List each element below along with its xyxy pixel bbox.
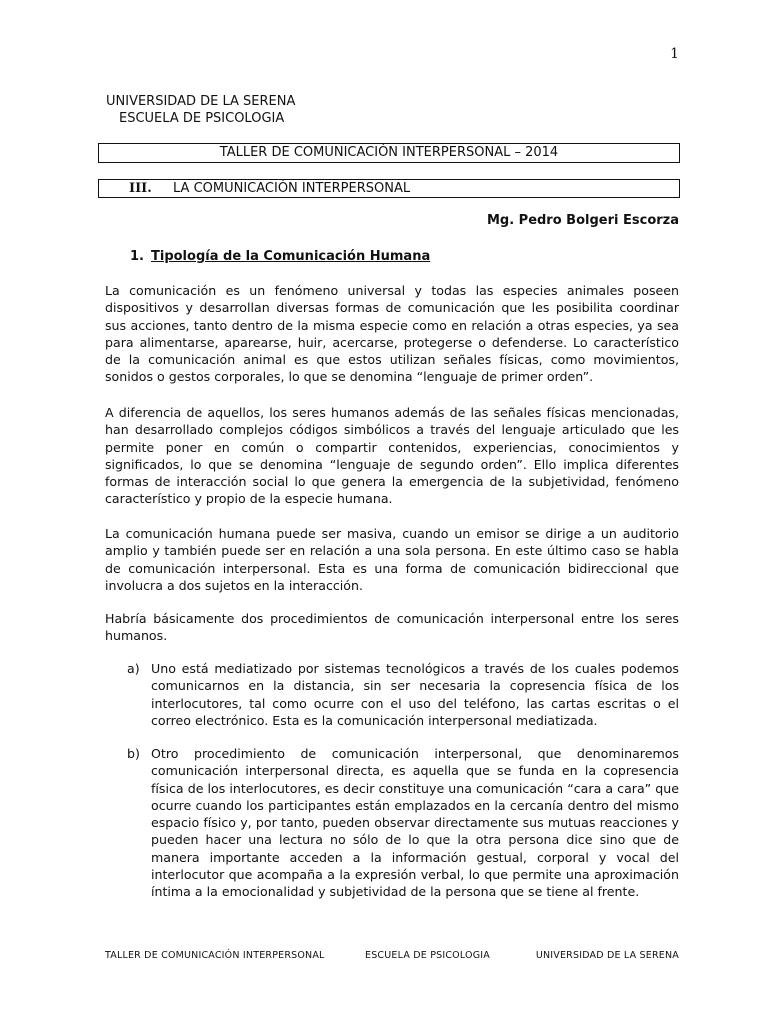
heading-title: Tipología de la Comunicación Humana [151,249,431,264]
university-name: UNIVERSIDAD DE LA SERENA [106,94,296,109]
list-item [127,660,679,729]
heading-number: 1. [130,249,144,264]
subsection-heading [130,249,430,264]
page-number: 1 [670,46,679,62]
school-name: ESCUELA DE PSICOLOGIA [119,111,285,126]
section-title: LA COMUNICACIÓN INTERPERSONAL [173,181,411,196]
paragraph: A diferencia de aquellos, los seres humanos además de las señales físicas mencionadas, han desarrollado complejos códigos simbólicos a través del lenguaje articulado que les permite poner en común o compartir contenidos, experiencias, conocimientos y significados, lo que se denomina “lenguaje de segundo orden”. Ello implica diferentes formas de interacción social lo que genera la emergencia de la subjetividad, fenómeno característico y propio de la especie humana. [105,405,679,507]
paragraph: La comunicación humana puede ser masiva, cuando un emisor se dirige a un auditorio amplio y también puede ser en relación a una sola persona. En este último caso se habla de comunicación interpersonal. Esta es una forma de comunicación bidireccional que involucra a dos sujetos en la interacción. [105,526,679,593]
author-name: Mg. Pedro Bolgeri Escorza [486,213,679,228]
footer-right: UNIVERSIDAD DE LA SERENA [535,950,679,961]
list-marker: a) [127,661,140,676]
workshop-title-box [98,143,680,163]
footer-center: ESCUELA DE PSICOLOGIA [365,950,490,961]
section-number: III. [129,181,152,196]
list-item [127,745,679,901]
list-item-text: Uno está mediatizado por sistemas tecnológicos a través de los cuales podemos comunicarnos en la distancia, sin ser necesaria la copresencia física de los interlocutores, tal como ocurre con el uso del teléfono, las cartas escritas o el correo electrónico. Esta es la comunicación interpersonal mediatizada. [151,661,679,728]
footer-left: TALLER DE COMUNICACIÓN INTERPERSONAL [105,950,325,961]
list-item-text: Otro procedimiento de comunicación interpersonal, que denominaremos comunicación interpersonal directa, es aquella que se funda en la copresencia física de los interlocutores, es decir constituye una comunicación “cara a cara” que ocurre cuando los participantes están emplazados en la cercanía dentro del mismo espacio físico y, por tanto, pueden observar directamente sus mutuas reacciones y pueden hacer una lectura no sólo de lo que la otra persona dice sino que de manera importante acceden a la información gestual, corporal y vocal del interlocutor que acompaña a la expresión verbal, lo que permite una aproximación íntima a la emocionalidad y subjetividad de la persona que se tiene al frente. [151,746,679,900]
section-title-box [98,179,680,198]
institution-header [106,93,295,127]
paragraph: Habría básicamente dos procedimientos de comunicación interpersonal entre los seres humanos. [105,611,679,644]
list-marker: b) [127,746,140,761]
workshop-title: TALLER DE COMUNICACIÓN INTERPERSONAL – 2014 [219,145,559,160]
paragraph: La comunicación es un fenómeno universal y todas las especies animales poseen dispositivos y desarrollan diversas formas de comunicación que les posibilita coordinar sus acciones, tanto dentro de la misma especie como en relación a otras especies, ya sea para alimentarse, aparearse, huir, acercarse, protegerse o defenderse. Lo característico de la comunicación animal es que estos utilizan señales físicas, como movimientos, sonidos o gestos corporales, lo que se denomina “lenguaje de primer orden”. [105,283,679,385]
